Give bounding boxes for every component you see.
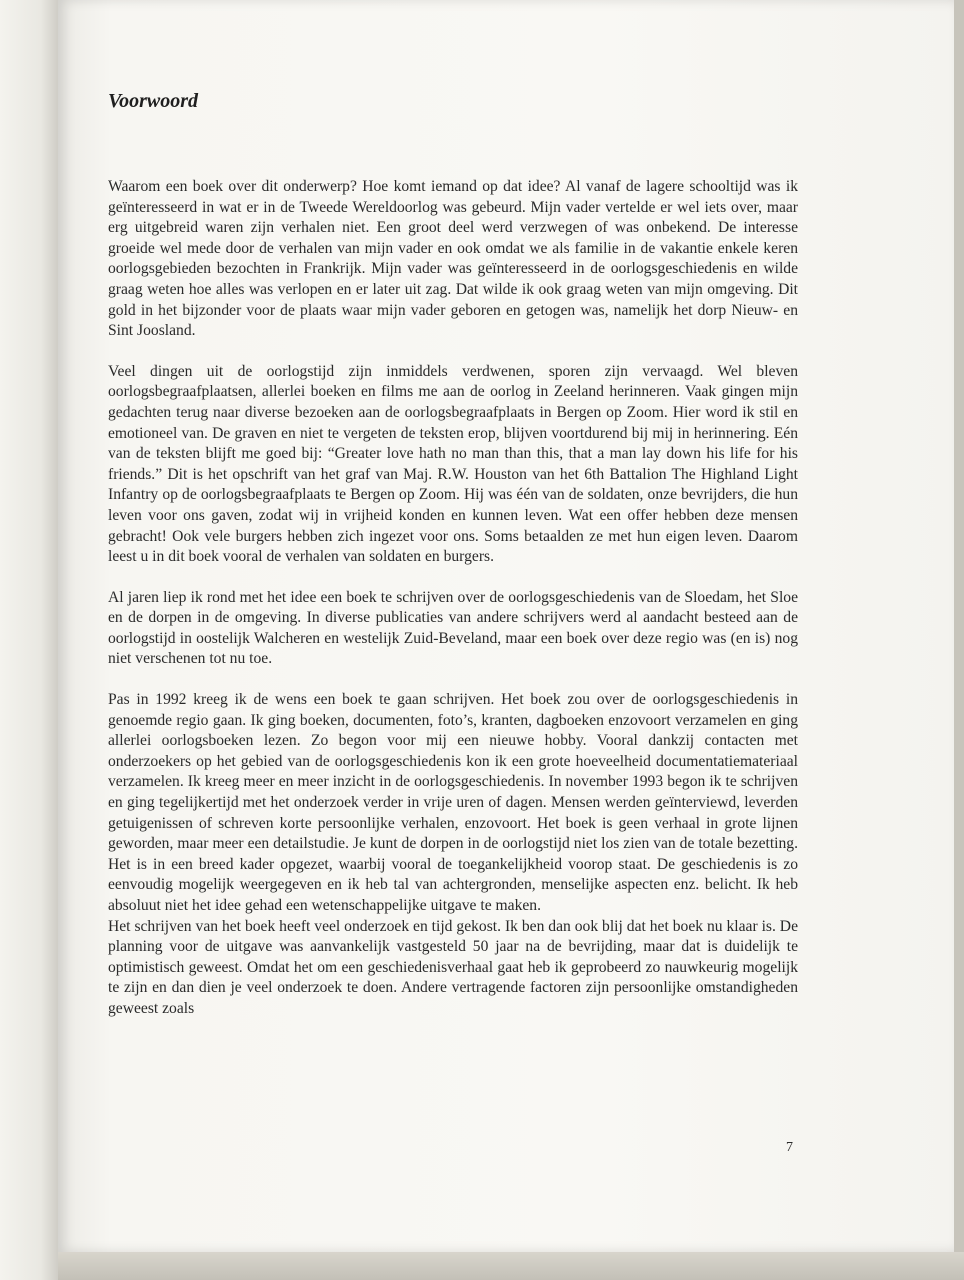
page-number: 7 xyxy=(786,1140,793,1155)
paragraph-1: Waarom een boek over dit onderwerp? Hoe komt iemand op dat idee? Al vanaf de lagere schooltijd was ik geïnteresseerd in wat er in de Tweede Wereldoorlog was gebeurd. Mijn vader vertelde er wel iets over, maar erg uitgebreid waren zijn verhalen niet. Een groot deel werd verzwegen of was onbekend. De interesse groeide wel mede door de verhalen van mijn vader en ook omdat we als familie in de vakantie enkele keren oorlogsgebieden bezochten in Frankrijk. Mijn vader was geïnteresseerd in de oorlogsgeschiedenis en wilde graag weten hoe alles was verlopen en er later uit zag. Dat wilde ik ook graag weten van mijn omgeving. Dit gold in het bijzonder voor de plaats waar mijn vader geboren en getogen was, namelijk het dorp Nieuw- en Sint Joosland. xyxy=(108,178,798,340)
paragraph-3: Al jaren liep ik rond met het idee een boek te schrijven over de oorlogsgeschiedenis van de Sloedam, het Sloe en de dorpen in de omgeving. In diverse publicaties van andere schrijvers werd al aandacht besteed aan de oorlogstijd in oostelijk Walcheren en westelijk Zuid-Beveland, maar een boek over deze regio was (en is) nog niet verschenen tot nu toe. xyxy=(108,588,798,668)
page-content xyxy=(108,90,798,1040)
page-heading: Voorwoord xyxy=(108,90,199,112)
facing-page-edge xyxy=(0,0,59,1280)
page-stack-edge xyxy=(58,1252,964,1280)
paragraph-4: Pas in 1992 kreeg ik de wens een boek te gaan schrijven. Het boek zou over de oorlogsgeschiedenis in genoemde regio gaan. Ik ging boeken, documenten, foto’s, kranten, dagboeken enzovoort verzamelen en ging allerlei oorlogsboeken lezen. Zo begon voor mij een nieuwe hobby. Vooral dankzij contacten met onderzoekers op het gebied van de oorlogsgeschiedenis kon ik een grote hoeveelheid documentatiemateriaal verzamelen. Ik kreeg meer en meer inzicht in de oorlogsgeschiedenis. In november 1993 begon ik te schrijven en ging tegelijkertijd met het onderzoek verder in vrije uren of dagen. Mensen werden geïnterviewd, leverden getuigenissen of schreven korte persoonlijke verhalen, enzovoort. Het boek is geen verhaal in grote lijnen geworden, maar meer een detailstudie. Je kunt de dorpen in de oorlogstijd niet los zien van de totale bezetting. Het is in een breed kader opgezet, waarbij vooral de toegankelijkheid voorop staat. De geschiedenis is zo eenvoudig mogelijk weergegeven en ik heb tal van achtergronden, menselijke aspecten enz. belicht. Ik heb absoluut niet het idee gehad een wetenschappelijke uitgave te maken. xyxy=(108,691,798,914)
paragraph-5: Het schrijven van het boek heeft veel onderzoek en tijd gekost. Ik ben dan ook blij dat het boek nu klaar is. De planning voor de uitgave was aanvankelijk vastgesteld 50 jaar na de bevrijding, maar dat is duidelijk te optimistisch geweest. Omdat het om een geschiedenisverhaal gaat heb ik geprobeerd zo nauwkeurig mogelijk te zijn en dan dien je veel onderzoek te doen. Andere vertragende factoren zijn persoonlijke omstandigheden geweest zoals xyxy=(108,917,798,1017)
book-page xyxy=(58,0,954,1252)
paragraph-2: Veel dingen uit de oorlogstijd zijn inmiddels verdwenen, sporen zijn vervaagd. Wel bleven oorlogsbegraafplaatsen, allerlei boeken en films me aan de oorlog in Zeeland herinneren. Vaak gingen mijn gedachten terug naar diverse bezoeken aan de oorlogsbegraafplaats in Bergen op Zoom. Hier word ik stil en emotioneel van. De graven en niet te vergeten de teksten erop, blijven voortdurend bij mij in herinnering. Eén van de teksten blijft me goed bij: “Greater love hath no man than this, that a man lay down his life for his friends.” Dit is het opschrift van het graf van Maj. R.W. Houston van het 6th Battalion The Highland Light Infantry op de oorlogsbegraafplaats te Bergen op Zoom. Hij was één van de soldaten, onze bevrijders, die hun leven voor ons gaven, zodat wij in vrijheid konden en kunnen leven. Wat een offer hebben deze mensen gebracht! Ook vele burgers hebben zich ingezet voor ons. Soms betaalden ze met hun eigen leven. Daarom leest u in dit boek vooral de verhalen van soldaten en burgers. xyxy=(108,362,798,566)
